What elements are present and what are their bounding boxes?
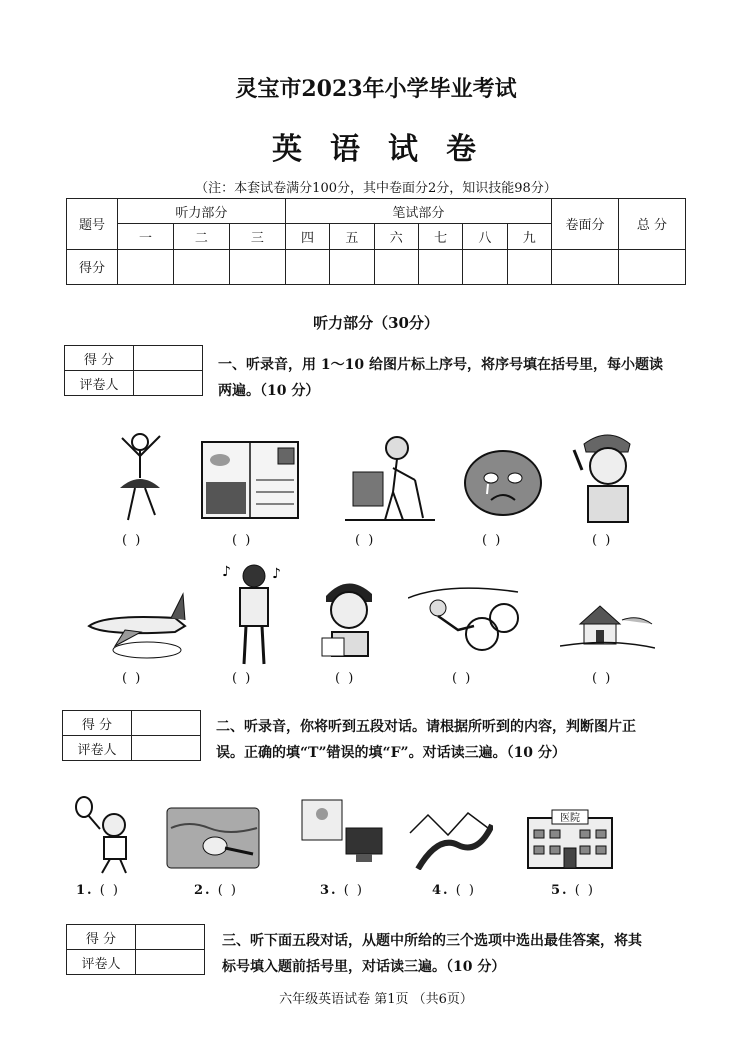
score-cell[interactable] xyxy=(330,249,374,284)
great-wall-image xyxy=(408,805,493,870)
subtitle-char: 英 xyxy=(272,132,306,167)
question-number: 九 xyxy=(507,224,551,249)
total-header: 总 分 xyxy=(619,199,686,250)
score-cell[interactable] xyxy=(229,249,285,284)
part2-item[interactable] xyxy=(320,883,364,898)
item-number: 1. xyxy=(76,883,94,898)
grader-box-3 xyxy=(66,924,205,975)
grader-score-cell[interactable] xyxy=(136,925,205,950)
answer-blank[interactable]: ( ) xyxy=(574,883,595,898)
part1-instruction xyxy=(218,352,698,404)
grader-box-2 xyxy=(62,710,201,761)
exam-note: （注：本套试卷满分100分，其中卷面分2分，知识技能98分） xyxy=(195,181,557,196)
crying-face-image xyxy=(463,448,543,518)
part3-instruction xyxy=(222,928,702,980)
part1-instruction-line: 一、听录音，用 1～10 给图片标上序号，将序号填在括号里，每小题读 xyxy=(218,357,663,373)
grader-score-label: 得 分 xyxy=(67,925,136,950)
answer-blank[interactable]: ( ) xyxy=(482,533,503,548)
exam-subtitle xyxy=(0,124,752,168)
reading-boy-image xyxy=(318,572,380,662)
answer-blank[interactable]: ( ) xyxy=(455,883,476,898)
subtitle-char: 语 xyxy=(330,132,364,167)
question-number: 八 xyxy=(463,224,507,249)
bike-fall-image xyxy=(408,578,523,658)
score-table xyxy=(66,198,686,285)
grader-score-label: 得 分 xyxy=(65,346,134,371)
grader-name-label: 评卷人 xyxy=(67,950,136,975)
ballet-dancer-image xyxy=(110,430,170,525)
score-cell[interactable] xyxy=(285,249,329,284)
question-number: 三 xyxy=(229,224,285,249)
airplane-image xyxy=(85,590,190,660)
svg-text:♪: ♪ xyxy=(272,566,281,582)
part2-item[interactable] xyxy=(76,883,120,898)
singing-man-image xyxy=(218,562,288,667)
answer-blank[interactable]: ( ) xyxy=(122,671,143,686)
score-row-label: 得分 xyxy=(67,249,118,284)
question-number: 二 xyxy=(173,224,229,249)
item-number: 2. xyxy=(194,883,212,898)
listening-section-title: 听力部分（30分） xyxy=(313,314,439,332)
tooth-brushing-boy-image xyxy=(570,430,640,525)
part2-instruction-line: 二、听录音，你将听到五段对话。请根据所听到的内容，判断图片正 xyxy=(216,719,636,735)
exam-title: 灵宝市2023年小学毕业考试 xyxy=(235,76,517,102)
computer-image xyxy=(300,798,385,868)
written-header: 笔试部分 xyxy=(285,199,551,224)
question-number: 一 xyxy=(118,224,174,249)
page-footer: 六年级英语试卷 第1页 （共6页） xyxy=(279,992,473,1007)
item-number: 3. xyxy=(320,883,338,898)
score-cell[interactable] xyxy=(552,249,619,284)
grader-box-1 xyxy=(64,345,203,396)
grader-name-label: 评卷人 xyxy=(65,371,134,396)
part1-instruction-line: 两遍。（10 分） xyxy=(218,383,320,399)
sweeping-girl-image xyxy=(345,432,435,524)
item-number: 5. xyxy=(551,883,569,898)
answer-blank[interactable]: ( ) xyxy=(122,533,143,548)
grader-score-cell[interactable] xyxy=(132,711,201,736)
question-number: 六 xyxy=(374,224,418,249)
grader-score-label: 得 分 xyxy=(63,711,132,736)
part3-instruction-line: 三、听下面五段对话，从题中所给的三个选项中选出最佳答案，将其 xyxy=(222,933,642,949)
listening-header: 听力部分 xyxy=(118,199,286,224)
part2-item[interactable] xyxy=(551,883,595,898)
part2-item[interactable] xyxy=(432,883,476,898)
svg-text:♪: ♪ xyxy=(222,564,231,580)
grader-name-cell[interactable] xyxy=(132,736,201,761)
answer-blank[interactable]: ( ) xyxy=(343,883,364,898)
hospital-sign: 医院 xyxy=(560,813,580,824)
score-cell[interactable] xyxy=(418,249,462,284)
answer-blank[interactable]: ( ) xyxy=(99,883,120,898)
score-cell[interactable] xyxy=(619,249,686,284)
question-number: 七 xyxy=(418,224,462,249)
part2-item[interactable] xyxy=(194,883,238,898)
answer-blank[interactable]: ( ) xyxy=(217,883,238,898)
part2-instruction-line: 误。正确的填“T”错误的填“F”。对话读三遍。（10 分） xyxy=(216,745,566,761)
answer-blank[interactable]: ( ) xyxy=(355,533,376,548)
score-cell[interactable] xyxy=(118,249,174,284)
grader-score-cell[interactable] xyxy=(134,346,203,371)
item-number: 4. xyxy=(432,883,450,898)
answer-blank[interactable]: ( ) xyxy=(232,533,253,548)
score-cell[interactable] xyxy=(463,249,507,284)
grader-name-label: 评卷人 xyxy=(63,736,132,761)
hospital-image xyxy=(522,808,617,870)
question-number: 五 xyxy=(330,224,374,249)
postcard-image xyxy=(200,440,300,520)
score-cell[interactable] xyxy=(374,249,418,284)
part3-instruction-line: 标号填入题前括号里，对话读三遍。（10 分） xyxy=(222,959,506,975)
badminton-boy-image xyxy=(72,795,142,875)
answer-blank[interactable]: ( ) xyxy=(232,671,253,686)
question-number: 四 xyxy=(285,224,329,249)
subtitle-char: 试 xyxy=(388,132,422,167)
question-number-header: 题号 xyxy=(67,199,118,250)
neatness-header: 卷面分 xyxy=(552,199,619,250)
answer-blank[interactable]: ( ) xyxy=(592,671,613,686)
grader-name-cell[interactable] xyxy=(134,371,203,396)
score-cell[interactable] xyxy=(507,249,551,284)
country-house-image xyxy=(560,590,655,660)
answer-blank[interactable]: ( ) xyxy=(592,533,613,548)
answer-blank[interactable]: ( ) xyxy=(335,671,356,686)
grader-name-cell[interactable] xyxy=(136,950,205,975)
part2-instruction xyxy=(216,714,696,766)
score-cell[interactable] xyxy=(173,249,229,284)
subtitle-char: 卷 xyxy=(446,132,480,167)
swimming-image xyxy=(165,806,261,871)
answer-blank[interactable]: ( ) xyxy=(452,671,473,686)
